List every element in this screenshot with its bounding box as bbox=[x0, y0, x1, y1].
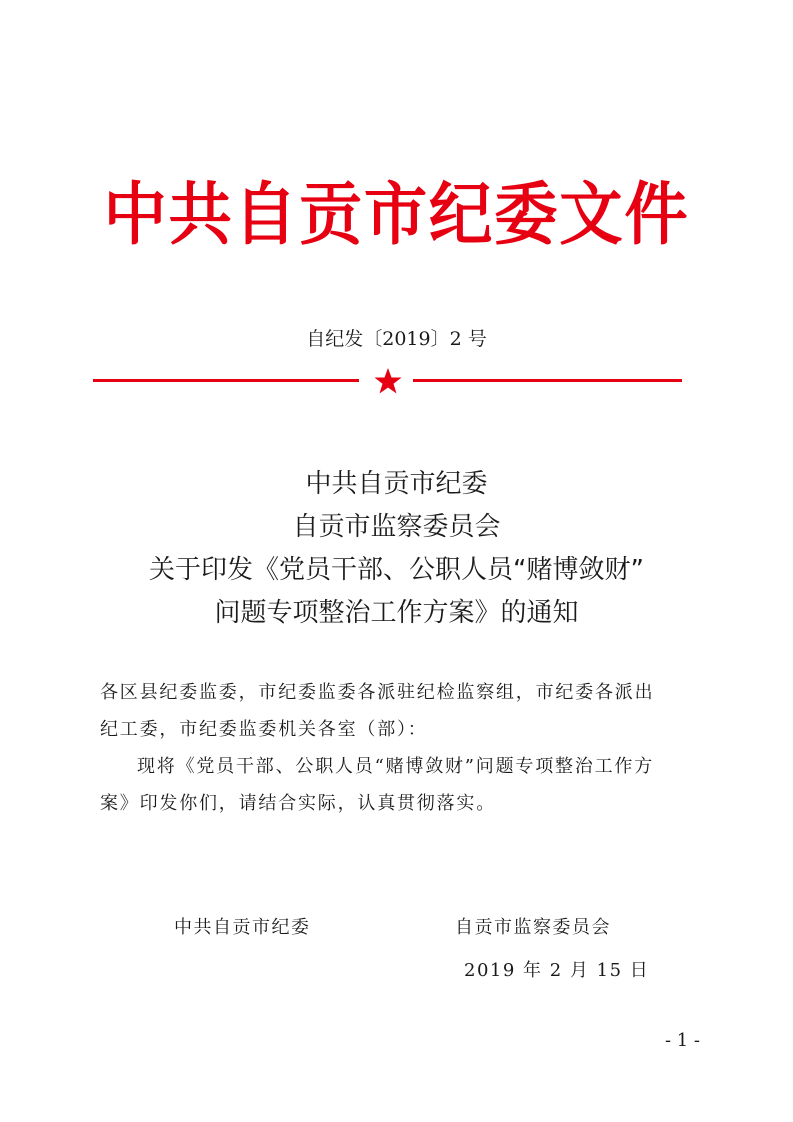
title-line-3: 关于印发《党员干部、公职人员“赌博敛财” bbox=[149, 555, 644, 585]
divider-rule-left bbox=[93, 379, 359, 382]
issue-date: 2019 年 2 月 15 日 bbox=[464, 960, 650, 981]
recipients-line-2: 纪工委，市纪委监委机关各室（部）： bbox=[100, 719, 428, 740]
content-line-1: 现将《党员干部、公职人员“赌博敛财”问题专项整治工作方 bbox=[137, 756, 655, 777]
title-line-4: 问题专项整治工作方案》的通知 bbox=[214, 598, 579, 628]
red-divider bbox=[0, 370, 793, 400]
signatory-party-committee: 中共自贡市纪委 bbox=[174, 917, 311, 938]
notice-body bbox=[100, 674, 700, 822]
red-star-icon bbox=[373, 367, 403, 395]
divider-rule-right bbox=[413, 379, 682, 382]
signatory-supervision-commission: 自贡市监察委员会 bbox=[455, 917, 611, 938]
content-line-2: 案》印发你们，请结合实际，认真贯彻落实。 bbox=[100, 793, 496, 814]
title-line-2: 自贡市监察委员会 bbox=[292, 512, 501, 542]
page-number: - 1 - bbox=[664, 1030, 700, 1051]
masthead-title: 中共自贡市纪委文件 bbox=[103, 176, 690, 255]
notice-title bbox=[0, 463, 793, 635]
recipients-line-1: 各区县纪委监委，市纪委监委各派驻纪检监察组，市纪委各派出 bbox=[100, 682, 655, 703]
title-line-1: 中共自贡市纪委 bbox=[305, 469, 488, 499]
document-number: 自纪发〔2019〕2 号 bbox=[306, 328, 487, 350]
